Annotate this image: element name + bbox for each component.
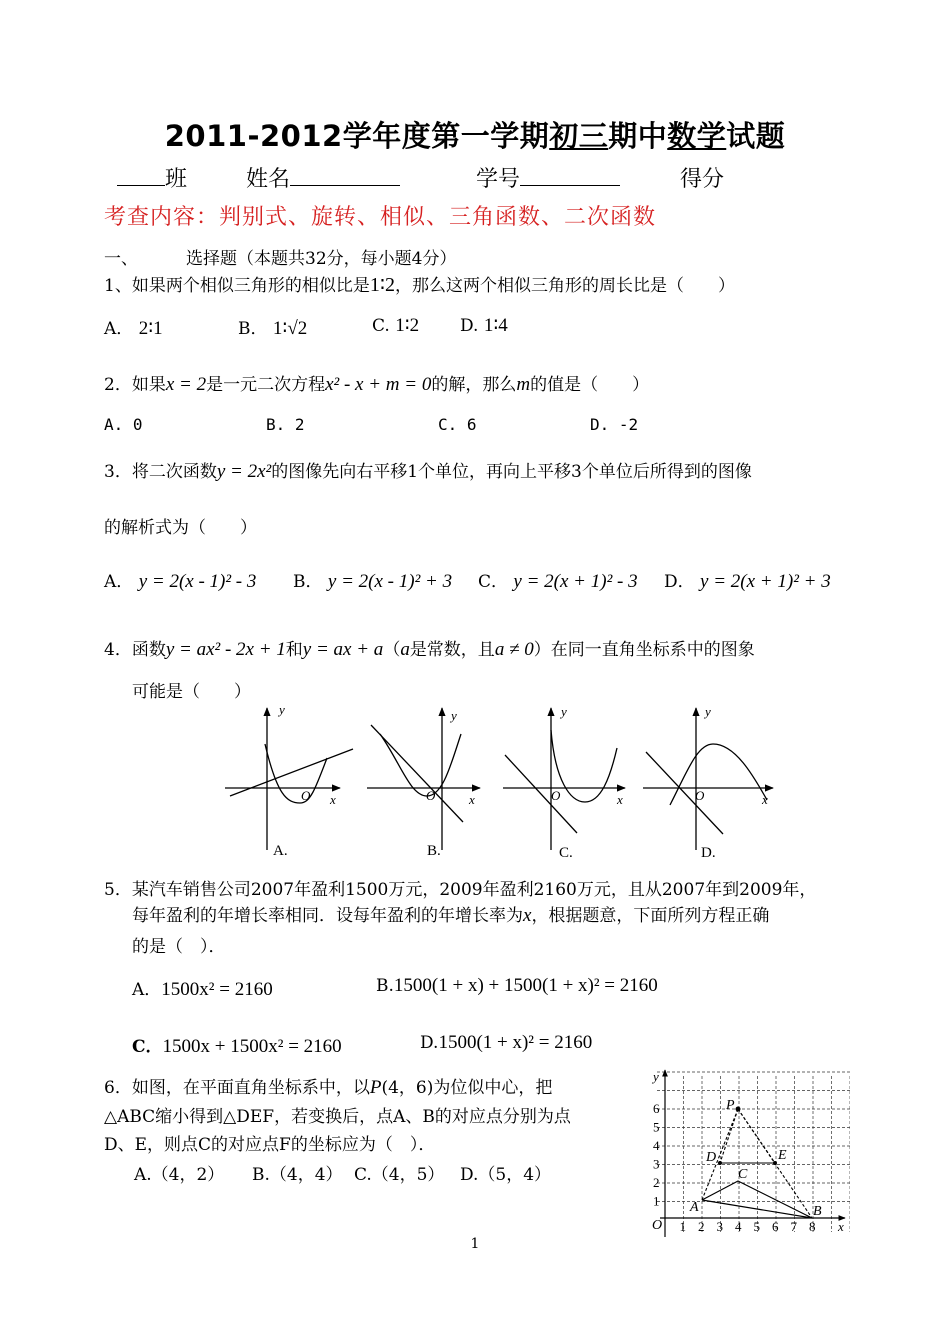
label-y-axis: y xyxy=(653,1069,659,1084)
q3-option-b[interactable]: B． y = 2(x - 1)² + 3 xyxy=(293,571,453,592)
q5-option-c[interactable]: C．1500x + 1500x² = 2160 xyxy=(132,1036,342,1057)
y-tick-label: 5 xyxy=(653,1119,660,1135)
q6-option-a[interactable]: A.（4，2） xyxy=(134,1165,225,1185)
question-4: 4．函数y = ax² - 2x + 1和y = ax + a（a是常数，且a ≠ 0）在同一直角坐标系中的图象 xyxy=(104,639,755,660)
title-part: 试题 xyxy=(726,119,786,153)
title-part: 期中 xyxy=(608,119,668,153)
graph-d[interactable] xyxy=(643,708,773,850)
graph-d-origin: O xyxy=(695,788,705,803)
y-tick-label: 1 xyxy=(653,1193,660,1209)
q6-option-c[interactable]: C.（4，5） xyxy=(354,1165,445,1185)
x-tick-label: 2 xyxy=(698,1219,705,1234)
q5-option-b[interactable]: B.1500(1 + x) + 1500(1 + x)² = 2160 xyxy=(376,975,658,996)
q1-option-b[interactable]: B． 1∶√2 xyxy=(238,318,308,339)
graph-a-x-label: x xyxy=(330,792,336,807)
class-field[interactable]: 班 xyxy=(117,162,187,193)
graph-c-x-label: x xyxy=(617,792,623,807)
graph-b-origin: O xyxy=(426,788,436,803)
graph-a[interactable] xyxy=(225,708,353,850)
label-c: C xyxy=(738,1167,748,1182)
point-e xyxy=(773,1161,777,1165)
q5-option-a[interactable]: A．1500x² = 2160 xyxy=(132,979,273,1000)
y-tick-label: 2 xyxy=(653,1175,660,1190)
graph-d-x-label: x xyxy=(762,792,768,807)
label-b: B xyxy=(813,1204,822,1219)
q2-option-b[interactable]: B. 2 xyxy=(266,415,305,434)
question-6-line2: △ABC缩小得到△DEF，若变换后，点A、B的对应点分别为点 xyxy=(104,1107,571,1127)
title-part: 2011-2012学年度第一学期 xyxy=(164,119,550,153)
graph-a-y-label: y xyxy=(279,702,285,717)
graph-c[interactable] xyxy=(503,708,625,850)
graph-c-origin: O xyxy=(551,788,561,803)
x-tick-label: 4 xyxy=(735,1219,742,1234)
question-1: 1、如果两个相似三角形的相似比是1∶2，那么这两个相似三角形的周长比是（ ） xyxy=(104,274,736,296)
q3-option-a[interactable]: A． y = 2(x - 1)² - 3 xyxy=(104,571,257,592)
question-6: 6．如图，在平面直角坐标系中，以P(4，6)为位似中心，把 xyxy=(104,1077,553,1098)
question-4-line2: 可能是（ ） xyxy=(132,682,251,702)
name-field[interactable]: 姓名 xyxy=(246,162,400,193)
question-5-line2: 每年盈利的年增长率相同．设每年盈利的年增长率为x，根据题意，下面所列方程正确 xyxy=(132,905,770,926)
q6-option-b[interactable]: B.（4，4） xyxy=(252,1165,343,1185)
graph-d-label: D. xyxy=(701,845,716,861)
x-tick-label: 1 xyxy=(679,1219,686,1234)
score-label: 得分 xyxy=(680,167,725,192)
graph-b[interactable] xyxy=(367,708,480,850)
student-id-field[interactable]: 学号 xyxy=(476,162,620,193)
graph-a-label: A. xyxy=(273,843,288,859)
question-6-line3: D、E，则点C的对应点F的坐标应为（ ）． xyxy=(104,1135,436,1155)
title-part-underlined: 数学 xyxy=(667,119,727,153)
label-e: E xyxy=(778,1148,787,1163)
graph-b-label: B. xyxy=(427,843,441,859)
point-p xyxy=(736,1107,741,1112)
q3-option-c[interactable]: C． y = 2(x + 1)² - 3 xyxy=(478,571,638,592)
q6-coordinate-figure xyxy=(640,1065,850,1240)
exam-scope: 考查内容：判别式、旋转、相似、三角函数、二次函数 xyxy=(104,205,657,230)
y-tick-label: 6 xyxy=(653,1101,660,1116)
x-tick-label: 8 xyxy=(809,1219,816,1234)
graph-b-x-label: x xyxy=(469,792,475,807)
x-tick-label: 5 xyxy=(753,1219,760,1234)
q2-option-c[interactable]: C. 6 xyxy=(438,415,477,434)
y-tick-label: 3 xyxy=(653,1156,660,1172)
point-d xyxy=(718,1161,722,1165)
label-p: P xyxy=(726,1098,735,1113)
q1-option-d[interactable]: D. 1∶4 xyxy=(460,315,508,336)
triangle-abc xyxy=(702,1181,812,1218)
title-part-underlined: 初三 xyxy=(549,119,609,153)
graph-c-y-label: y xyxy=(561,704,567,719)
question-5: 5．某汽车销售公司2007年盈利1500万元，2009年盈利2160万元，且从2007年到2009年， xyxy=(104,880,817,900)
q1-option-a[interactable]: A． 2∶1 xyxy=(104,318,163,339)
graph-b-y-label: y xyxy=(451,708,457,723)
question-2: 2．如果x = 2是一元二次方程x² - x + m = 0的解，那么m的值是（ ） xyxy=(104,374,650,395)
label-d: D xyxy=(706,1150,717,1165)
graph-a-origin: O xyxy=(301,788,311,803)
page-title xyxy=(0,114,950,155)
q3-option-d[interactable]: D． y = 2(x + 1)² + 3 xyxy=(664,571,831,592)
question-5-line3: 的是（ ）． xyxy=(132,937,226,957)
x-tick-label: 7 xyxy=(790,1219,797,1234)
q5-option-d[interactable]: D.1500(1 + x)² = 2160 xyxy=(420,1032,593,1053)
graph-c-label: C. xyxy=(559,845,573,861)
label-x-axis: x xyxy=(838,1219,844,1234)
label-a: A xyxy=(690,1200,699,1215)
y-tick-label: 4 xyxy=(653,1138,660,1153)
graph-d-y-label: y xyxy=(705,704,711,719)
q6-option-d[interactable]: D.（5，4） xyxy=(460,1165,552,1185)
question-3: 3．将二次函数y = 2x²的图像先向右平移1个单位，再向上平移3个单位后所得到的图像 xyxy=(104,461,752,482)
q4-graphs xyxy=(215,700,785,868)
q2-option-d[interactable]: D. -2 xyxy=(590,415,639,434)
question-3-line2: 的解析式为（ ） xyxy=(104,518,257,538)
section-heading: 一、 选择题（本题共32分，每小题4分） xyxy=(104,249,457,269)
q1-option-c[interactable]: C. 1∶2 xyxy=(372,315,420,336)
label-origin: O xyxy=(652,1218,663,1233)
page-number: 1 xyxy=(470,1236,480,1252)
x-tick-label: 3 xyxy=(716,1219,723,1234)
x-tick-label: 6 xyxy=(772,1219,779,1234)
q2-option-a[interactable]: A. 0 xyxy=(104,415,143,434)
